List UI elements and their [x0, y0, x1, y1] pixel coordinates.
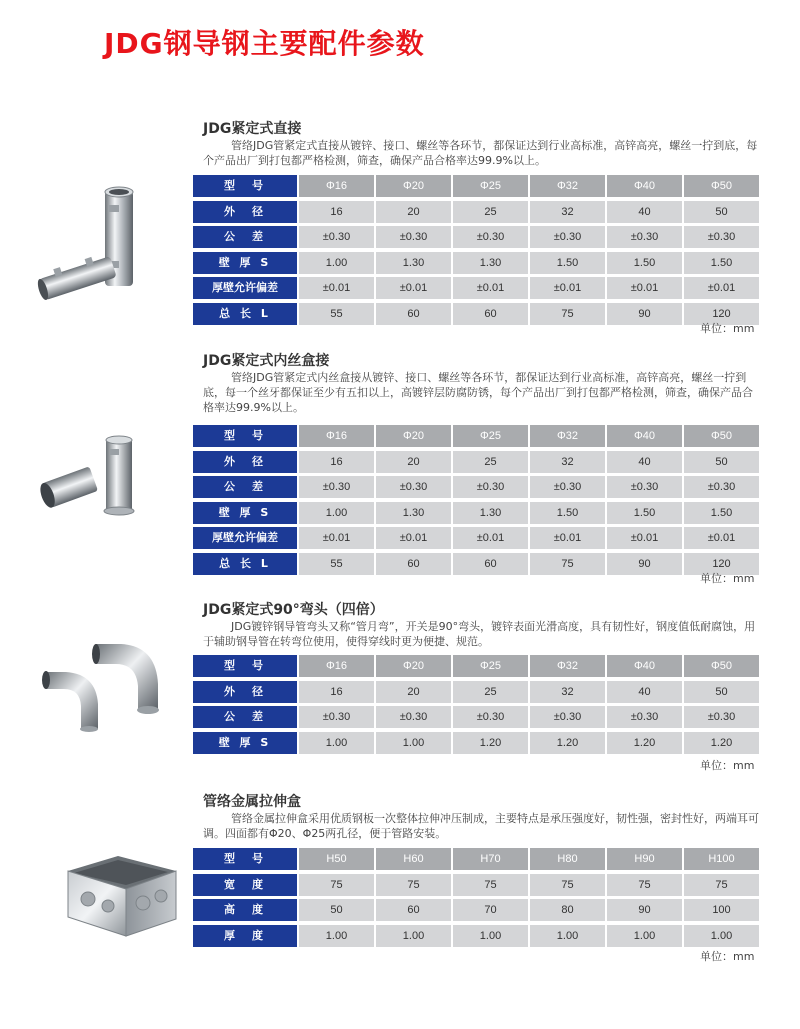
table-cell: 32 [530, 201, 605, 223]
table-cell: 120 [684, 303, 759, 325]
table-row [193, 925, 766, 947]
table-cell: H70 [453, 848, 528, 870]
row-label: 厚壁允许偏差 [193, 277, 297, 299]
table-cell: H50 [299, 848, 374, 870]
table-row [193, 476, 766, 498]
table-cell: 75 [453, 874, 528, 896]
table-cell: 55 [299, 553, 374, 575]
table-cell: H60 [376, 848, 451, 870]
table-cell: 50 [684, 201, 759, 223]
table-cell: Φ50 [684, 425, 759, 447]
table-row [193, 303, 766, 325]
table-cell: 1.00 [376, 925, 451, 947]
row-label: 厚壁允许偏差 [193, 527, 297, 549]
table-cell: Φ32 [530, 425, 605, 447]
table-cell: ±0.30 [299, 226, 374, 248]
row-label: 型 号 [193, 655, 297, 677]
table-cell: Φ25 [453, 175, 528, 197]
table-cell: Φ40 [607, 425, 682, 447]
table-cell: ±0.01 [376, 527, 451, 549]
unit-label: 单位：mm [700, 322, 755, 335]
table-row [193, 201, 766, 223]
table-cell: ±0.30 [530, 226, 605, 248]
table-row [193, 277, 766, 299]
row-label: 壁 厚 S [193, 502, 297, 524]
table-cell: ±0.01 [453, 527, 528, 549]
table-cell: ±0.30 [607, 476, 682, 498]
table-cell: 1.00 [299, 502, 374, 524]
table-cell: ±0.30 [299, 476, 374, 498]
table-cell: ±0.01 [684, 527, 759, 549]
elbow-image [36, 634, 166, 734]
table-cell: 75 [530, 874, 605, 896]
table-cell: Φ20 [376, 425, 451, 447]
table-cell: 60 [376, 553, 451, 575]
table-cell: 120 [684, 553, 759, 575]
table-cell: Φ25 [453, 655, 528, 677]
box-connector-image [38, 435, 148, 525]
table-cell: 40 [607, 681, 682, 703]
table-cell: Φ40 [607, 175, 682, 197]
table-cell: 1.20 [453, 732, 528, 754]
spec-table [193, 425, 766, 578]
straight-coupling-image [35, 183, 145, 303]
table-cell: 1.00 [299, 732, 374, 754]
table-cell: 20 [376, 451, 451, 473]
table-cell: 1.00 [299, 925, 374, 947]
table-row [193, 226, 766, 248]
table-cell: ±0.30 [607, 226, 682, 248]
spec-table [193, 848, 766, 950]
section-description: JDG镀锌钢导管弯头又称“管月弯”，开关是90°弯头，镀锌表面光滑高度，具有韧性好，钢度值低耐腐蚀，用于辅助钢导管在转弯位使用，使得穿线时更为便捷、规范。 [203, 620, 756, 648]
table-cell: 1.00 [376, 732, 451, 754]
table-cell: 50 [299, 899, 374, 921]
table-row [193, 527, 766, 549]
table-row [193, 553, 766, 575]
row-label: 型 号 [193, 175, 297, 197]
row-label: 厚 度 [193, 925, 297, 947]
table-cell: Φ32 [530, 655, 605, 677]
table-cell: 1.30 [453, 502, 528, 524]
row-label: 外 径 [193, 201, 297, 223]
table-cell: 80 [530, 899, 605, 921]
table-cell: H80 [530, 848, 605, 870]
section-description: 管络JDG管紧定式直接从镀锌、接口、螺丝等各环节，都保证达到行业高标准，高锌高亮，螺丝一拧到底，每个产品出厂到打包都严格检测，筛查，确保产品合格率达99.9%以上。 [203, 139, 758, 167]
row-label: 总 长 L [193, 553, 297, 575]
table-cell: 75 [684, 874, 759, 896]
table-cell: 1.00 [530, 925, 605, 947]
table-cell: ±0.01 [453, 277, 528, 299]
table-cell: Φ16 [299, 425, 374, 447]
table-row [193, 502, 766, 524]
table-row [193, 655, 766, 677]
table-cell: Φ50 [684, 655, 759, 677]
table-cell: ±0.30 [453, 706, 528, 728]
table-cell: 32 [530, 451, 605, 473]
table-cell: 1.00 [453, 925, 528, 947]
table-cell: 75 [530, 303, 605, 325]
table-cell: 16 [299, 201, 374, 223]
table-cell: 25 [453, 451, 528, 473]
table-cell: ±0.30 [453, 226, 528, 248]
table-cell: 1.50 [607, 502, 682, 524]
table-cell: Φ16 [299, 655, 374, 677]
row-label: 高 度 [193, 899, 297, 921]
table-cell: ±0.01 [530, 527, 605, 549]
table-cell: ±0.30 [376, 476, 451, 498]
table-cell: 25 [453, 681, 528, 703]
unit-label: 单位：mm [700, 759, 755, 772]
table-cell: 40 [607, 451, 682, 473]
table-cell: 1.50 [530, 502, 605, 524]
metal-box-image [58, 841, 183, 941]
table-cell: ±0.30 [299, 706, 374, 728]
table-cell: ±0.01 [530, 277, 605, 299]
table-cell: 90 [607, 899, 682, 921]
row-label: 外 径 [193, 451, 297, 473]
table-cell: 1.20 [607, 732, 682, 754]
table-row [193, 175, 766, 197]
unit-label: 单位：mm [700, 950, 755, 963]
table-cell: 1.20 [530, 732, 605, 754]
table-cell: 60 [376, 899, 451, 921]
table-cell: 1.30 [376, 502, 451, 524]
section-description: 管络金属拉伸盒采用优质钢板一次整体拉伸冲压制成，主要特点是承压强度好，韧性强，密封性好，两端耳可调。四面都有Φ20、Φ25两孔径，便于管路安装。 [203, 812, 759, 840]
table-cell: 32 [530, 681, 605, 703]
table-cell: ±0.01 [299, 277, 374, 299]
table-cell: ±0.30 [684, 226, 759, 248]
row-label: 型 号 [193, 425, 297, 447]
row-label: 总 长 L [193, 303, 297, 325]
unit-label: 单位：mm [700, 572, 755, 585]
table-cell: 90 [607, 553, 682, 575]
table-cell: ±0.01 [299, 527, 374, 549]
table-cell: 55 [299, 303, 374, 325]
table-cell: 50 [684, 451, 759, 473]
table-row [193, 252, 766, 274]
table-cell: Φ40 [607, 655, 682, 677]
table-cell: 75 [376, 874, 451, 896]
section-title: JDG紧定式90°弯头（四倍） [203, 602, 384, 618]
table-cell: Φ32 [530, 175, 605, 197]
table-cell: ±0.30 [530, 706, 605, 728]
table-cell: 1.00 [607, 925, 682, 947]
table-row [193, 681, 766, 703]
section-title: 管络金属拉伸盒 [203, 794, 301, 810]
table-cell: 1.50 [684, 252, 759, 274]
table-cell: Φ20 [376, 655, 451, 677]
table-cell: Φ25 [453, 425, 528, 447]
row-label: 壁 厚 S [193, 732, 297, 754]
table-cell: Φ20 [376, 175, 451, 197]
table-cell: 1.50 [607, 252, 682, 274]
table-cell: 16 [299, 681, 374, 703]
section-title: JDG紧定式内丝盒接 [203, 353, 330, 369]
table-cell: 40 [607, 201, 682, 223]
row-label: 公 差 [193, 706, 297, 728]
page-title: JDG钢导钢主要配件参数 [104, 27, 425, 60]
row-label: 型 号 [193, 848, 297, 870]
table-row [193, 732, 766, 754]
section-box-connector [0, 350, 800, 590]
table-cell: H100 [684, 848, 759, 870]
row-label: 壁 厚 S [193, 252, 297, 274]
table-cell: ±0.30 [684, 706, 759, 728]
section-title: JDG紧定式直接 [203, 121, 302, 137]
table-cell: 16 [299, 451, 374, 473]
table-cell: 1.50 [530, 252, 605, 274]
table-cell: 60 [453, 553, 528, 575]
table-row [193, 874, 766, 896]
table-cell: ±0.30 [376, 706, 451, 728]
spec-table [193, 175, 766, 328]
table-cell: ±0.01 [376, 277, 451, 299]
table-cell: 1.30 [376, 252, 451, 274]
section-elbow [0, 599, 800, 779]
row-label: 公 差 [193, 226, 297, 248]
table-cell: 75 [299, 874, 374, 896]
row-label: 外 径 [193, 681, 297, 703]
table-cell: 1.20 [684, 732, 759, 754]
row-label: 宽 度 [193, 874, 297, 896]
table-cell: 60 [453, 303, 528, 325]
table-row [193, 899, 766, 921]
table-row [193, 848, 766, 870]
table-cell: 1.30 [453, 252, 528, 274]
table-cell: ±0.30 [376, 226, 451, 248]
table-cell: 1.00 [299, 252, 374, 274]
table-cell: 25 [453, 201, 528, 223]
table-cell: 20 [376, 201, 451, 223]
table-row [193, 451, 766, 473]
section-description: 管络JDG管紧定式内丝盒接从镀锌、接口、螺丝等各环节，都保证达到行业高标准，高锌高亮，螺丝一拧到底，每一个丝牙都保证至少有五扣以上，高镀锌层防腐防锈，每个产品出厂到打包都严格检测，筛查，确保产品合格率达99.9%以上。 [203, 371, 753, 414]
section-straight-coupling [0, 118, 800, 348]
table-cell: 1.50 [684, 502, 759, 524]
table-cell: ±0.01 [684, 277, 759, 299]
table-cell: ±0.30 [453, 476, 528, 498]
table-cell: 75 [530, 553, 605, 575]
table-cell: 60 [376, 303, 451, 325]
section-metal-box [0, 791, 800, 971]
table-cell: 90 [607, 303, 682, 325]
table-cell: Φ50 [684, 175, 759, 197]
spec-table [193, 655, 766, 757]
table-cell: 20 [376, 681, 451, 703]
table-cell: Φ16 [299, 175, 374, 197]
row-label: 公 差 [193, 476, 297, 498]
table-cell: ±0.01 [607, 277, 682, 299]
table-cell: 100 [684, 899, 759, 921]
table-cell: 50 [684, 681, 759, 703]
table-cell: ±0.30 [607, 706, 682, 728]
table-cell: H90 [607, 848, 682, 870]
table-cell: ±0.30 [684, 476, 759, 498]
table-cell: ±0.30 [530, 476, 605, 498]
table-row [193, 706, 766, 728]
table-cell: ±0.01 [607, 527, 682, 549]
table-cell: 1.00 [684, 925, 759, 947]
table-cell: 75 [607, 874, 682, 896]
table-row [193, 425, 766, 447]
table-cell: 70 [453, 899, 528, 921]
